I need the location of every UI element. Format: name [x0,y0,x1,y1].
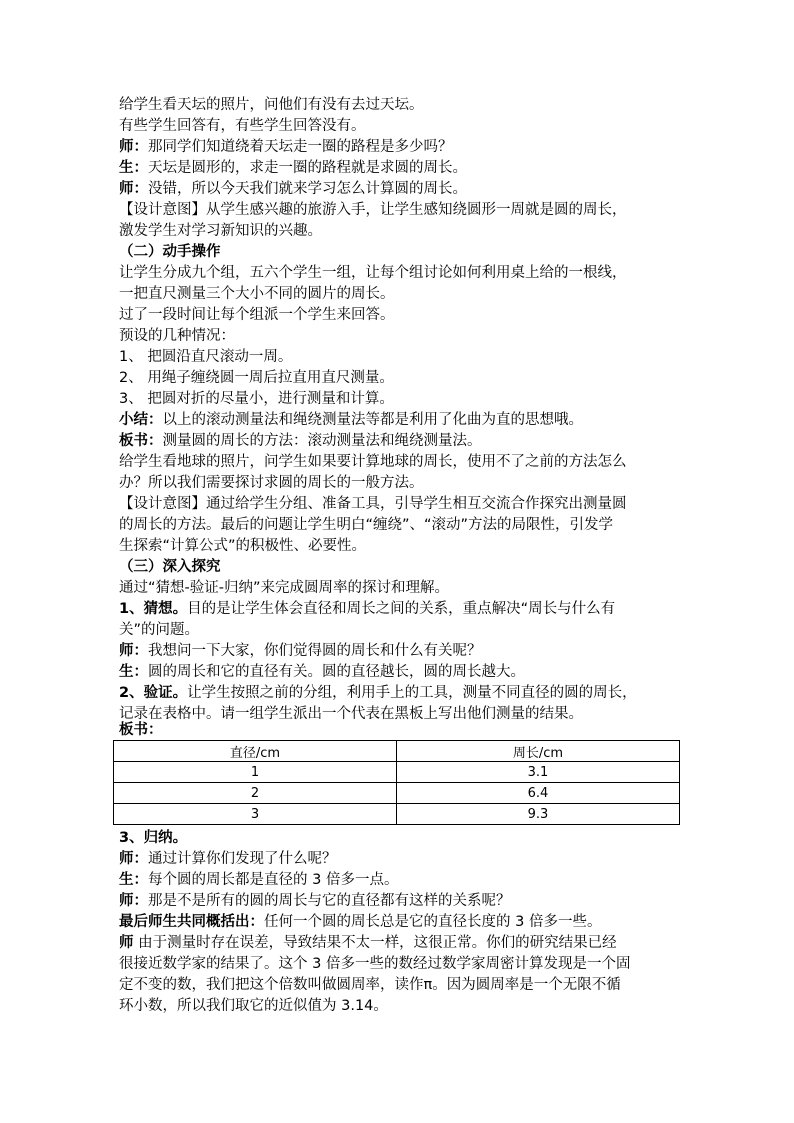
table-cell: 2 [114,783,397,804]
table-row [114,804,680,825]
dialogue-line: 师 由于测量时存在误差，导致结果不太一样，这很正常。你们的研究结果已经 [119,935,617,951]
design-intent-line: 的周长的方法。最后的问题让学生明白“缠绕”、“滚动”方法的局限性，引发学 [119,517,614,533]
summary-line: 小结：以上的滚动测量法和绳绕测量法等都是利用了化曲为直的思想哦。 [119,412,583,428]
design-intent-line: 生探索“计算公式”的积极性、必要性。 [119,538,367,554]
list-item: 1、 把圆沿直尺滚动一周。 [119,349,293,365]
text-line: 给学生看地球的照片，问学生如果要计算地球的周长，使用不了之前的方法怎么 [119,454,627,470]
dialogue-line: 生：天坛是圆形的，求走一圈的路程就是求圆的周长。 [119,160,467,176]
list-item: 2、 用绳子缠绕圆一周后拉直用直尺测量。 [119,370,394,386]
text-line: 给学生看天坛的照片，问他们有没有去过天坛。 [119,97,424,113]
measurement-table [113,740,680,825]
dialogue-line: 师：那同学们知道绕着天坛走一圈的路程是多少吗？ [119,139,453,155]
table-row [114,783,680,804]
text-line: 让学生分成九个组，五六个学生一组，让每个组讨论如何利用桌上给的一根线， [119,265,627,281]
table-header-cell: 直径/cm [114,741,397,762]
board-label: 板书： [119,722,163,738]
text-line: 预设的几种情况： [119,328,235,344]
table-cell: 3.1 [397,762,680,783]
text-line: 很接近数学家的结果了。这个 3 倍多一些的数经过数学家周密计算发现是一个固 [119,956,631,972]
step-line: 3、归纳。 [119,830,188,846]
dialogue-line: 生：每个圆的周长都是直径的 3 倍多一点。 [119,872,399,888]
section-heading: （三）深入探究 [119,559,221,575]
table-cell: 3 [114,804,397,825]
section-heading: （二）动手操作 [119,244,221,260]
table-cell: 6.4 [397,783,680,804]
table-cell: 1 [114,762,397,783]
design-intent-line: 【设计意图】通过给学生分组、准备工具，引导学生相互交流合作探究出测量圆 [119,496,627,512]
dialogue-line: 师：没错，所以今天我们就来学习怎么计算圆的周长。 [119,181,467,197]
dialogue-line: 师：那是不是所有的圆的周长与它的直径都有这样的关系呢？ [119,893,511,909]
table-header-cell: 周长/cm [397,741,680,762]
step-line: 1、猜想。目的是让学生体会直径和周长之间的关系，重点解决“周长与什么有 [119,601,616,617]
conclusion-line: 最后师生共同概括出：任何一个圆的周长总是它的直径长度的 3 倍多一些。 [119,914,602,930]
text-line: 有些学生回答有，有些学生回答没有。 [119,118,366,134]
text-line: 办？所以我们需要探讨求圆的周长的一般方法。 [119,475,424,491]
dialogue-line: 师：我想问一下大家，你们觉得圆的周长和什么有关呢？ [119,643,482,659]
step-line: 2、验证。让学生按照之前的分组，利用手上的工具，测量不同直径的圆的周长， [119,685,637,701]
text-line: 过了一段时间让每个组派一个学生来回答。 [119,307,395,323]
dialogue-line: 师：通过计算你们发现了什么呢？ [119,851,337,867]
text-line: 一把直尺测量三个大小不同的圆片的周长。 [119,286,395,302]
text-line: 通过“猜想-验证-归纳”来完成圆周率的探讨和理解。 [119,580,449,596]
dialogue-line: 生：圆的周长和它的直径有关。圆的直径越长，圆的周长越大。 [119,664,525,680]
table-header-row [114,741,680,762]
step-line: 记录在表格中。请一组学生派出一个代表在黑板上写出他们测量的结果。 [119,706,583,722]
step-line: 关”的问题。 [119,622,200,638]
design-intent-line: 【设计意图】从学生感兴趣的旅游入手，让学生感知绕圆形一周就是圆的周长， [119,202,627,218]
list-item: 3、 把圆对折的尽量小，进行测量和计算。 [119,391,394,407]
board-line: 板书：测量圆的周长的方法：滚动测量法和绳绕测量法。 [119,433,482,449]
table-row [114,762,680,783]
table-cell: 9.3 [397,804,680,825]
design-intent-line: 激发学生对学习新知识的兴趣。 [119,223,322,239]
text-line: 环小数，所以我们取它的近似值为 3.14。 [119,998,388,1014]
text-line: 定不变的数，我们把这个倍数叫做圆周率，读作π。因为圆周率是一个无限不循 [119,977,621,993]
